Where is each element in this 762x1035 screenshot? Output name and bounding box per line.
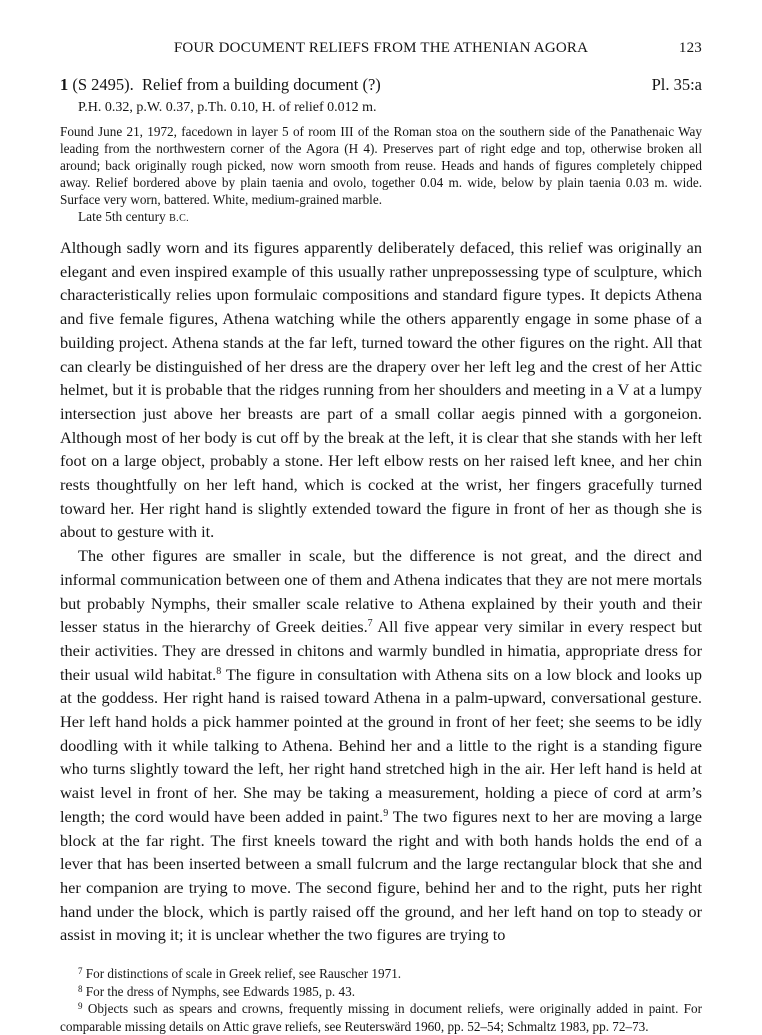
footnote-mark: 7 <box>78 966 83 977</box>
footnote-mark: 8 <box>78 983 83 994</box>
footnote-text: For the dress of Nymphs, see Edwards 1985, p. 43. <box>85 983 356 999</box>
entry-number: 1 <box>60 75 69 94</box>
footnotes <box>60 965 702 1035</box>
dimensions: P.H. 0.32, p.W. 0.37, p.Th. 0.10, H. of relief 0.012 m. <box>78 100 377 115</box>
paragraph-2 <box>60 544 702 947</box>
footnote-7 <box>60 965 702 983</box>
running-head <box>60 40 702 60</box>
paragraph-2-part-d: The two figures next to her are moving a large block at the far right. The first kneels toward the right and with both hands holds the end of a lever that has been inserted between a small fulcrum and the large rectangular block that she and her companion are trying to move. The second figure, behind her and to the right, puts her right hand under the block, which is partly raised off the ground, and her left hand on top to steady or assist in moving it; it is unclear whether the two figures are trying to <box>60 806 702 945</box>
catalog-description: Found June 21, 1972, facedown in layer 5 of room III of the Roman stoa on the southern side of the Panathenaic Way leading from the northwestern corner of the Agora (H 4). Preserves part of right edge and top, otherwise broken all around; back originally rough picked, now worn smooth from reuse. Heads and hands of figures completely chipped away. Relief bordered above by plain taenia and ovolo, together 0.04 m. wide, below by plain taenia 0.03 m. wide. Surface very worn, battered. White, medium-grained marble. <box>60 124 702 207</box>
plate-reference: Pl. 35:a <box>651 75 702 94</box>
date-line <box>78 209 702 225</box>
footnote-ref-9[interactable]: 9 <box>383 807 389 819</box>
catalog-entry-heading <box>60 75 702 96</box>
footnote-text: Objects such as spears and crowns, frequently missing in document reliefs, were originally added in paint. For comparable missing details on Attic grave reliefs, see Reuterswärd 1960, pp. 52–54; Schmaltz 1983, pp. 72–73. <box>60 1001 702 1034</box>
footnote-ref-8[interactable]: 8 <box>216 665 222 677</box>
paragraph-2-part-b: All five appear very similar in every respect but their activities. They are dressed in chitons and warmly bundled in himatia, appropriate dress for their usual wild habitat. <box>60 617 703 684</box>
page-number: 123 <box>678 40 702 56</box>
entry-title: Relief from a building document (?) <box>142 75 381 94</box>
footnote-mark: 9 <box>78 1001 83 1012</box>
inventory-number: (S 2495). <box>72 75 134 94</box>
paragraph-2-part-c: The figure in consultation with Athena sits on a low block and looks up at the goddess. Her right hand is raised toward Athena in a palm-upward, conversational gesture. Her left hand holds a pick hammer pointed at the ground in front of her feet; she seems to be idly doodling with it while talking to Athena. Behind her and a little to the right is a standing figure who turns slightly toward the left, her right hand stretched high in the air. Her left hand is held at waist level in front of her. She may be taking a measurement, holding a piece of cord at arm’s length; the cord would have been added in paint. <box>60 664 702 826</box>
date-era: B.C. <box>169 213 190 224</box>
running-title: FOUR DOCUMENT RELIEFS FROM THE ATHENIAN AGORA <box>173 40 589 56</box>
footnote-text: For distinctions of scale in Greek relief, see Rauscher 1971. <box>85 966 402 982</box>
footnote-9 <box>60 1000 702 1035</box>
entry-title-group <box>60 75 381 95</box>
body-text <box>60 236 702 947</box>
paragraph-2-part-a: The other figures are smaller in scale, but the difference is not great, and the direct and informal communication between one of them and Athena indicates that they are not mere mortals but probably Nymphs, their smaller scale relative to Athena explained by their youth and their lesser status in the hierarchy of Greek deities. <box>60 546 702 637</box>
footnote-8 <box>60 983 702 1001</box>
date-text: Late 5th century <box>78 209 166 224</box>
footnote-ref-7[interactable]: 7 <box>367 618 373 630</box>
page <box>60 40 702 1035</box>
paragraph-1: Although sadly worn and its figures apparently deliberately defaced, this relief was originally an elegant and even inspired example of this usually rather unprepossessing type of sculpture, which characteristically relies upon formulaic compositions and standard figure types. It depicts Athena and five female figures, Athena watching while the others apparently engage in some phase of a building project. Athena stands at the far left, turned toward the other figures on the right. All that can clearly be distinguished of her dress are the drapery over her left leg and the crest of her Attic helmet, but it is probable that the ridges running from her shoulders and meeting in a V at a lumpy intersection just above her breasts are part of a small collar aegis pinned with a gorgoneion. Although most of her body is cut off by the break at the left, it is clear that she stands with her left foot on a large object, probably a stone. Her left elbow rests on her raised left knee, and her chin rests thoughtfully on her left hand, which is cocked at the wrist, her fingers gracefully turned toward her. Her right hand is slightly extended toward the figure in front of her as though she is about to gesture with it. <box>60 238 702 542</box>
